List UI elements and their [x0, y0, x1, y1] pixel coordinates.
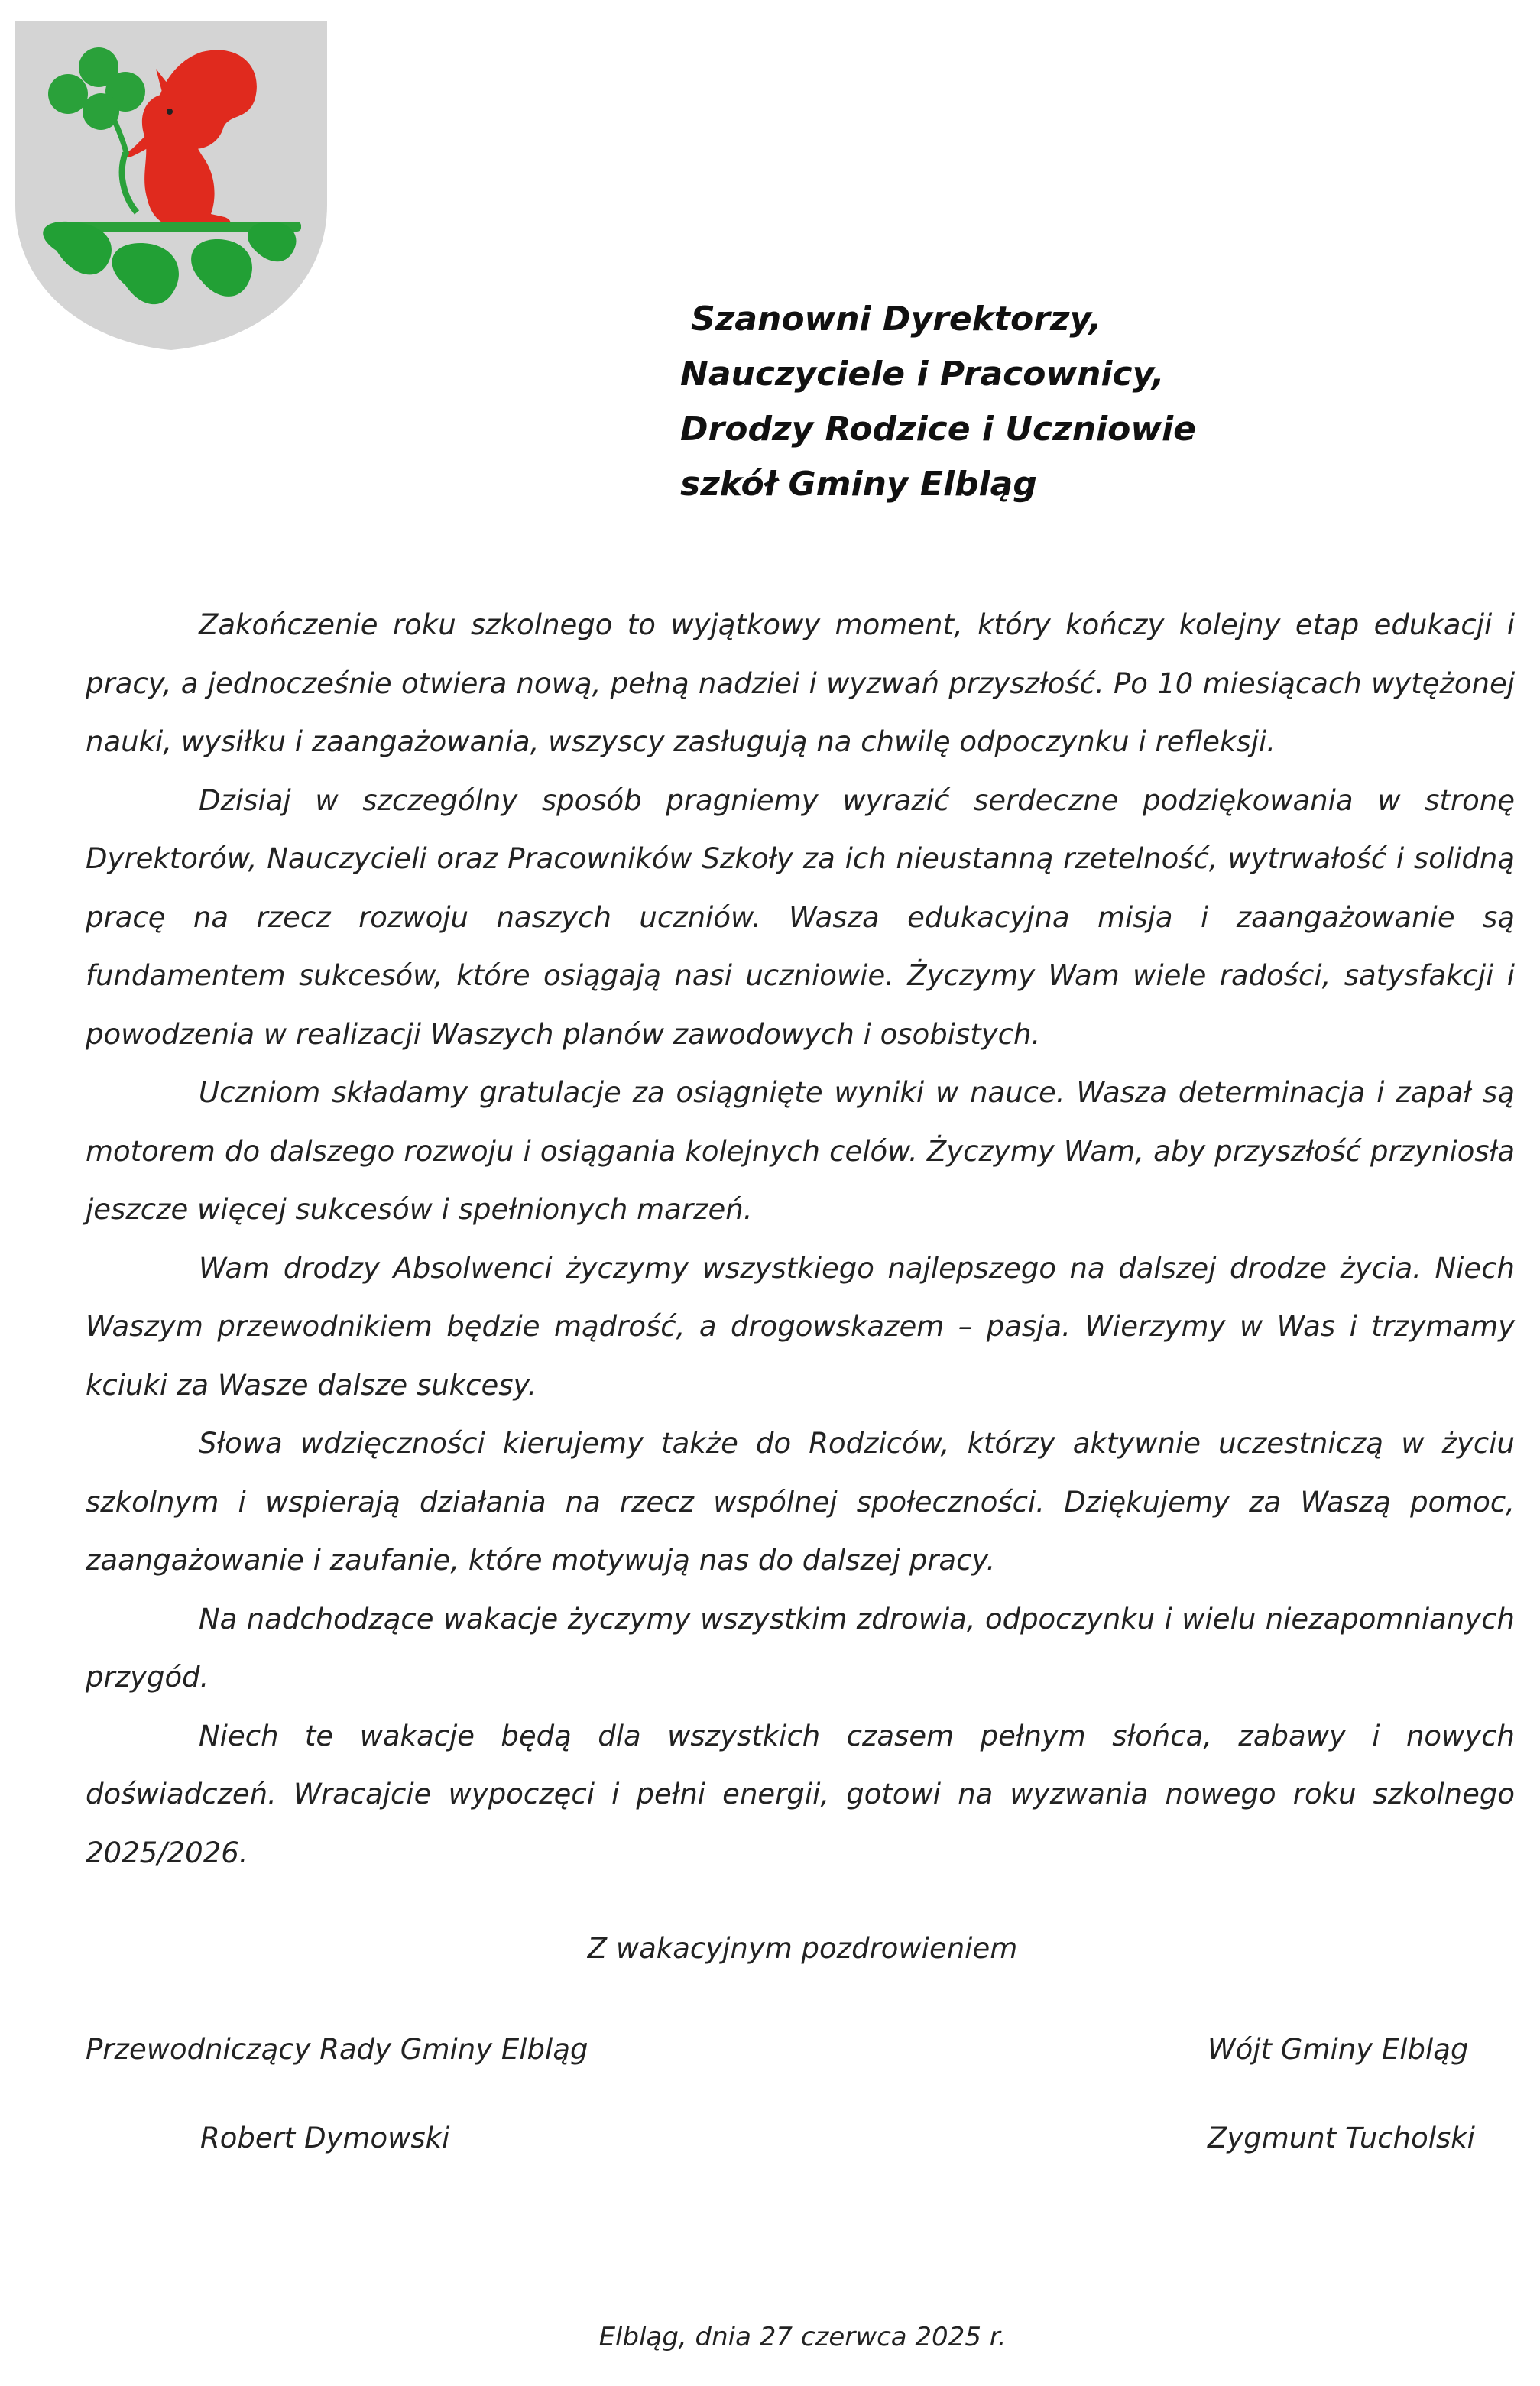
paragraph: Zakończenie roku szkolnego to wyjątkowy moment, który kończy kolejny etap edukacji i pracy, a jednocześnie otwiera nową, pełną nadziei i wyzwań przyszłość. Po 10 miesiącach wytężonej nauki, wysiłku i zaangażowania, wszyscy zasługują na chwilę odpoczynku i refleksji.: [86, 608, 1515, 758]
salutation: [680, 292, 1196, 512]
paragraph: Słowa wdzięczności kierujemy także do Rodziców, którzy aktywnie uczestniczą w życiu szkolnym i wspierają działania na rzecz wspólnej społeczności. Dziękujemy za Waszą pomoc, zaangażowanie i zaufanie, które motywują nas do dalszej pracy.: [86, 1427, 1515, 1577]
salutation-line: Szanowni Dyrektorzy,: [691, 300, 1102, 339]
salutation-line: Nauczyciele i Pracownicy,: [680, 355, 1165, 394]
paragraph: Wam drodzy Absolwenci życzymy wszystkiego najlepszego na dalszej drodze życia. Niech Waszym przewodnikiem będzie mądrość, a drogowskazem – pasja. Wierzymy w Was i trzymamy kciuki za Wasze dalsze sukcesy.: [86, 1251, 1515, 1402]
left-signature-title: Przewodniczący Rady Gminy Elbląg: [86, 2033, 588, 2066]
closing-greeting: Z wakacyjnym pozdrowieniem: [587, 1932, 1018, 1965]
paragraph: Uczniom składamy gratulacje za osiągnięte wyniki w nauce. Wasza determinacja i zapał są motorem do dalszego rozwoju i osiągania kolejnych celów. Życzymy Wam, aby przyszłość przyniosła jeszcze więcej sukcesów i spełnionych marzeń.: [86, 1076, 1515, 1226]
salutation-line: szkół Gminy Elbląg: [680, 465, 1037, 504]
right-signature-name: Zygmunt Tucholski: [1208, 2122, 1475, 2154]
paragraph: Na nadchodzące wakacje życzymy wszystkim zdrowia, odpoczynku i wielu niezapomnianych przygód.: [86, 1602, 1515, 1694]
coat-of-arms-squirrel-icon: [11, 21, 332, 350]
letter-date: Elbląg, dnia 27 czerwca 2025 r.: [598, 2322, 1007, 2352]
right-signature-title: Wójt Gminy Elbląg: [1208, 2033, 1469, 2066]
salutation-line: Drodzy Rodzice i Uczniowie: [680, 410, 1196, 449]
paragraph: Niech te wakacje będą dla wszystkich czasem pełnym słońca, zabawy i nowych doświadczeń. Wracajcie wypoczęci i pełni energii, gotowi na wyzwania nowego roku szkolnego 2025/2026.: [86, 1719, 1515, 1869]
letter-body: [86, 596, 1515, 1882]
left-signature-name: Robert Dymowski: [200, 2122, 450, 2154]
paragraph: Dzisiaj w szczególny sposób pragniemy wyrazić serdeczne podziękowania w stronę Dyrektorów, Nauczycieli oraz Pracowników Szkoły za ich nieustanną rzetelność, wytrwałość i solidną pracę na rzecz rozwoju naszych uczniów. Wasza edukacyjna misja i zaangażowanie są fundamentem sukcesów, które osiągają nasi uczniowie. Życzymy Wam wiele radości, satysfakcji i powodzenia w realizacji Waszych planów zawodowych i osobistych.: [86, 783, 1515, 1051]
